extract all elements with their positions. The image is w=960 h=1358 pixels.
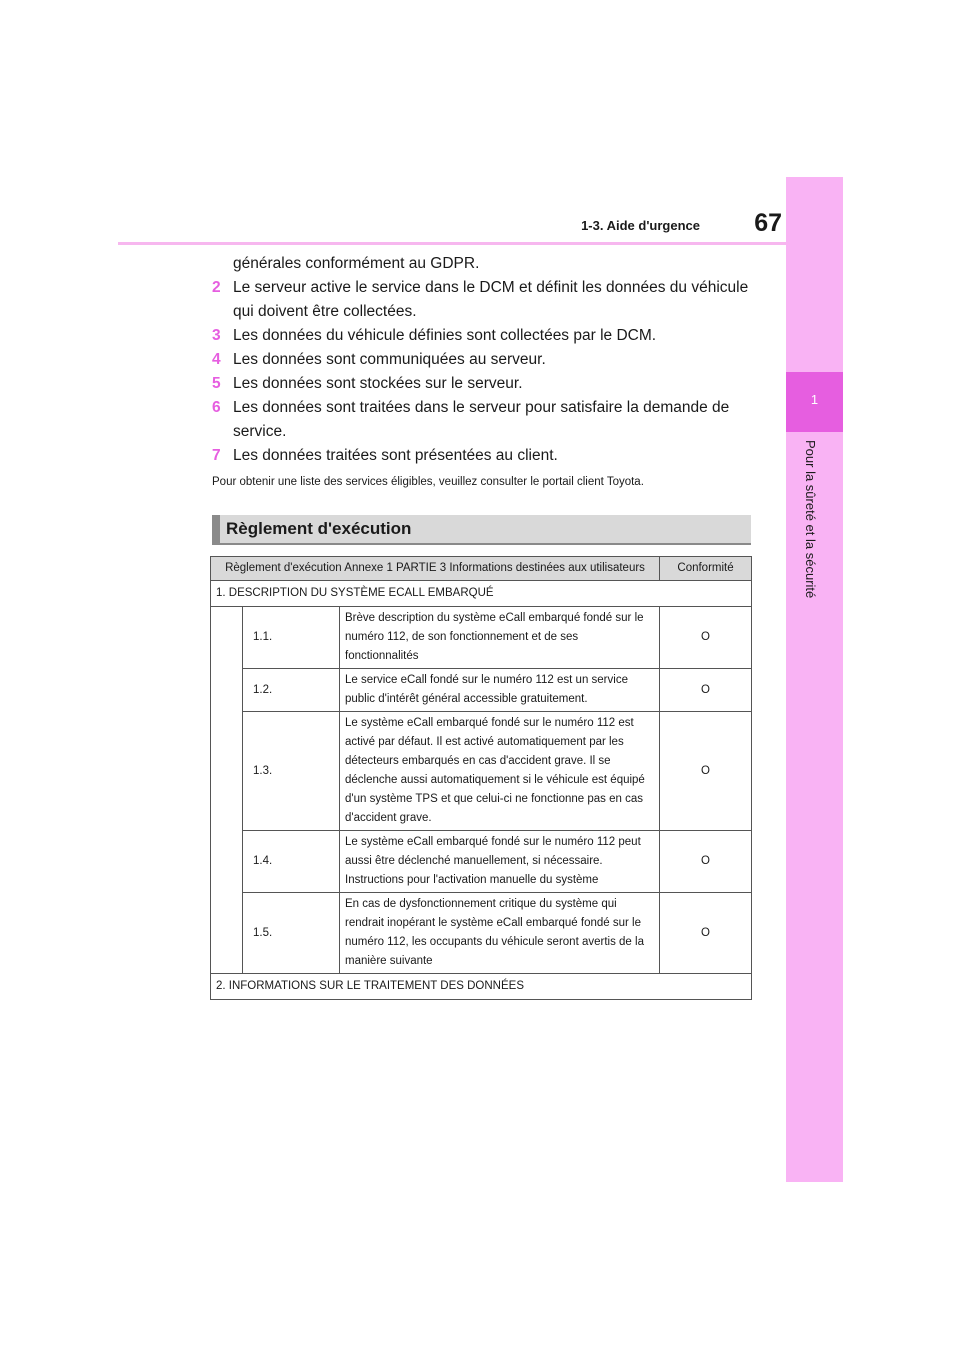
table-row [211, 831, 752, 893]
row-text: Le système eCall embarqué fondé sur le numéro 112 peut aussi être déclenché manuellement, si nécessaire. Instructions pour l'activation manuelle du système [340, 831, 660, 893]
table-row [211, 893, 752, 974]
table-header-main: Règlement d'exécution Annexe 1 PARTIE 3 Informations destinées aux utilisateurs [211, 557, 660, 581]
step-text: Les données du véhicule définies sont collectées par le DCM. [233, 327, 657, 344]
row-number: 1.5. [243, 893, 340, 974]
row-conformity: O [660, 831, 752, 893]
note-text: Pour obtenir une liste des services éligibles, veuillez consulter le portail client Toyota. [212, 476, 644, 488]
step-text: Les données sont communiquées au serveur. [233, 351, 546, 368]
table-section-title: 1. DESCRIPTION DU SYSTÈME ECALL EMBARQUÉ [211, 581, 752, 607]
step-item [212, 372, 752, 396]
row-conformity: O [660, 607, 752, 669]
table-section-row [211, 581, 752, 607]
table-row [211, 712, 752, 831]
step-number: 5 [212, 375, 221, 392]
page-number: 67 [754, 209, 782, 237]
table-row [211, 669, 752, 712]
step-number: 3 [212, 327, 221, 344]
section-title: 1-3. Aide d'urgence [581, 218, 700, 233]
chapter-title: Pour la sûreté et la sécurité [803, 440, 818, 599]
table-indent-cell [211, 607, 243, 974]
step-number: 6 [212, 399, 221, 416]
row-conformity: O [660, 712, 752, 831]
table-section-title: 2. INFORMATIONS SUR LE TRAITEMENT DES DONNÉES [211, 974, 752, 1000]
banner-title: Règlement d'exécution [226, 519, 412, 538]
body-text [212, 252, 752, 490]
table-section-row [211, 974, 752, 1000]
table-row [211, 607, 752, 669]
row-text: En cas de dysfonctionnement critique du système qui rendrait inopérant le système eCall embarqué fondé sur le numéro 112, les occupants du véhicule seront avertis de la manière suivante [340, 893, 660, 974]
step-number: 2 [212, 279, 221, 296]
step-item [212, 324, 752, 348]
row-number: 1.3. [243, 712, 340, 831]
table-header-conformity: Conformité [660, 557, 752, 581]
step-item [212, 276, 752, 324]
section-banner [212, 515, 751, 545]
step-text: Les données sont stockées sur le serveur. [233, 375, 523, 392]
step-item [212, 348, 752, 372]
row-number: 1.1. [243, 607, 340, 669]
row-text: Le système eCall embarqué fondé sur le numéro 112 est activé par défaut. Il est activé automatiquement par les détecteurs embarqués en cas d'accident grave. Il se déclenche aussi automatiquement si le véhicule est équipé d'un système TPS et que celui-ci ne fonctionne pas en cas d'accident grave. [340, 712, 660, 831]
header-rule [118, 242, 786, 245]
step-number: 7 [212, 447, 221, 464]
step-item [212, 444, 752, 468]
step-text: Le serveur active le service dans le DCM et définit les données du véhicule qui doivent être collectées. [233, 279, 749, 320]
step-item [212, 396, 752, 444]
row-conformity: O [660, 893, 752, 974]
step-text: générales conformément au GDPR. [233, 255, 480, 272]
regulation-table [210, 556, 752, 1000]
row-text: Le service eCall fondé sur le numéro 112 est un service public d'intérêt général accessible gratuitement. [340, 669, 660, 712]
row-number: 1.4. [243, 831, 340, 893]
banner-accent-bar [212, 515, 220, 543]
step-continuation [212, 252, 752, 276]
chapter-side-tab [786, 177, 843, 1182]
row-number: 1.2. [243, 669, 340, 712]
step-text: Les données sont traitées dans le serveur pour satisfaire la demande de service. [233, 399, 730, 440]
step-text: Les données traitées sont présentées au client. [233, 447, 558, 464]
step-number: 4 [212, 351, 221, 368]
chapter-number: 1 [810, 392, 819, 407]
row-conformity: O [660, 669, 752, 712]
row-text: Brève description du système eCall embarqué fondé sur le numéro 112, de son fonctionnement et de ses fonctionnalités [340, 607, 660, 669]
table-header-row [211, 557, 752, 581]
